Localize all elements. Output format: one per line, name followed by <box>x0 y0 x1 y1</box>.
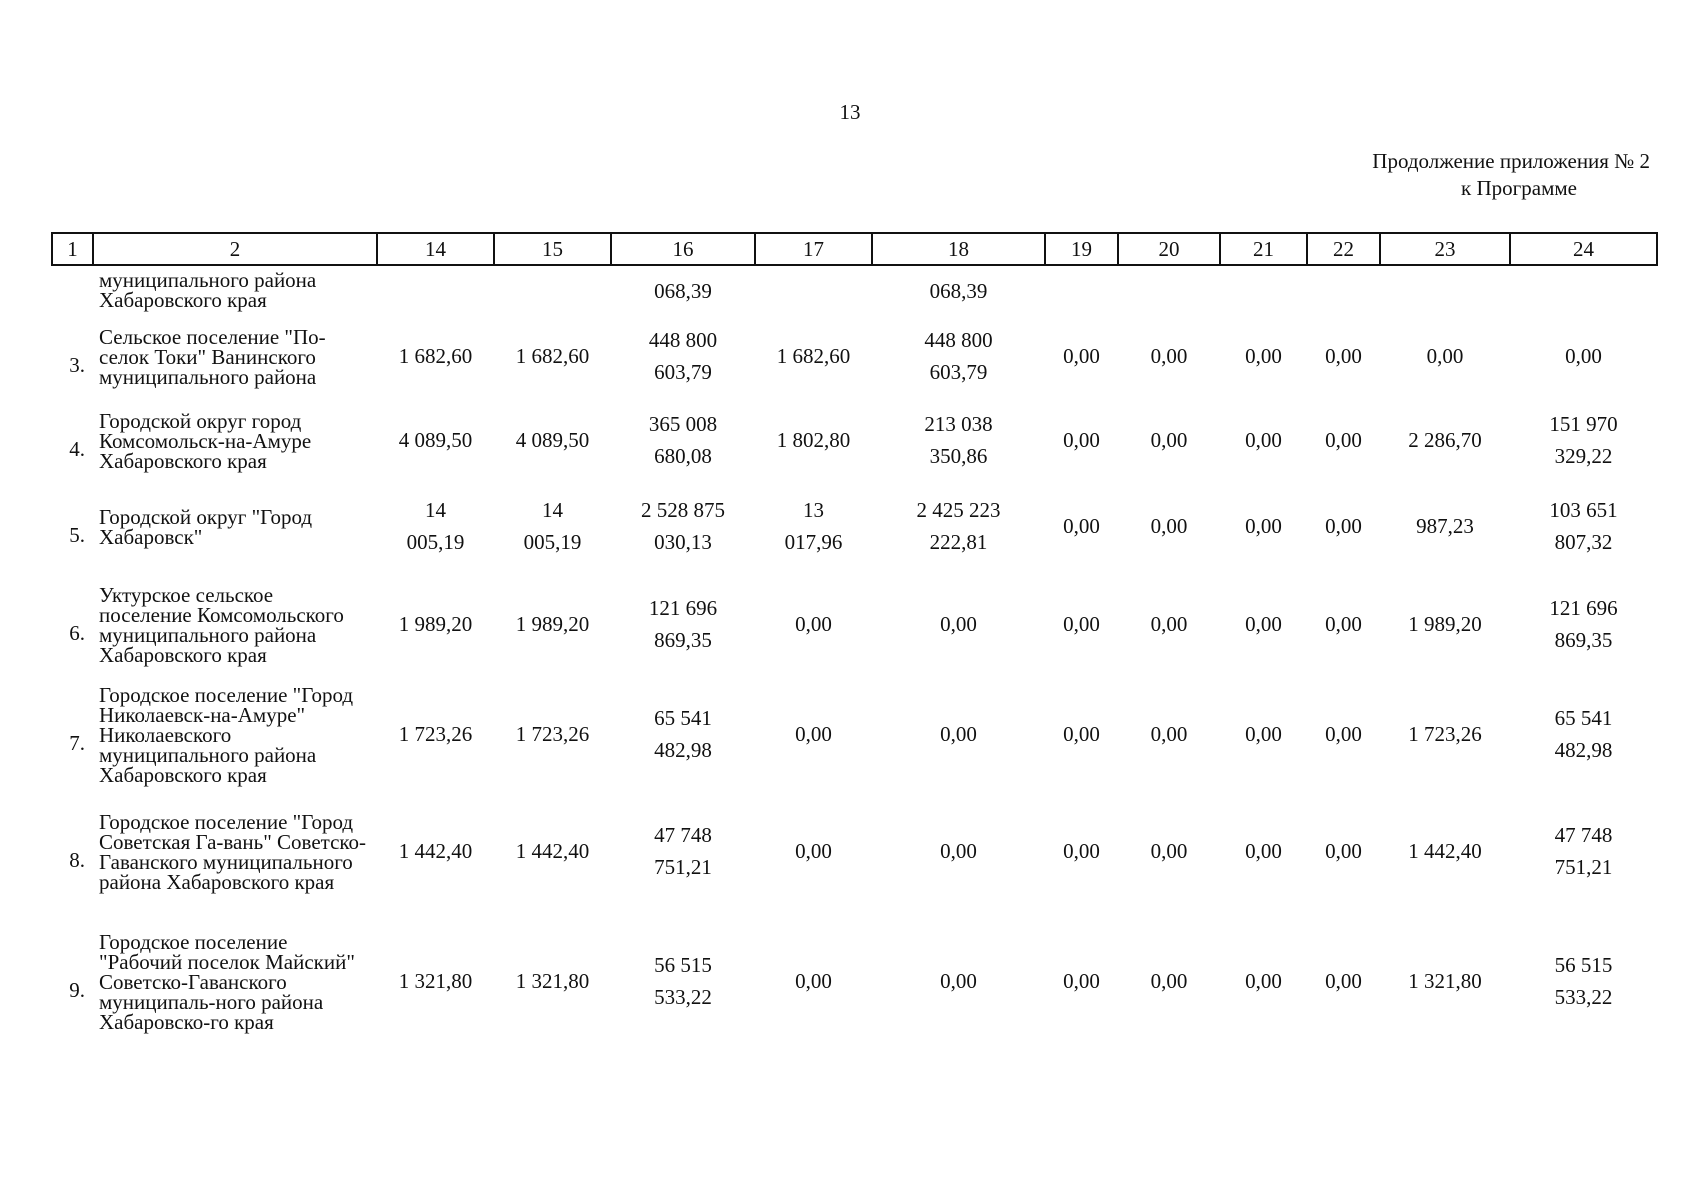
cell-col-16-line: 680,08 <box>654 444 712 468</box>
cell-col-24 <box>1510 569 1657 679</box>
cell-col-16-line: 2 528 875 <box>641 498 725 522</box>
cell-col-15 <box>494 789 611 913</box>
cell-col-18-line: 0,00 <box>940 969 977 993</box>
cell-col-15 <box>494 397 611 483</box>
cell-col-17-line: 017,96 <box>784 530 843 554</box>
header-cell: 19 <box>1045 233 1118 265</box>
cell-col-16-line: 482,98 <box>654 738 712 762</box>
cell-col-19: 0,00 <box>1063 514 1100 538</box>
cell-col-17-line: 1 802,80 <box>776 428 851 452</box>
cell-col-24-line: 329,22 <box>1554 444 1613 468</box>
data-table-container <box>51 232 1656 1049</box>
municipality-name: Сельское поселение "По-селок Токи" Ванинского муниципального района <box>99 325 326 389</box>
cell-col-17 <box>755 789 872 913</box>
cell-col-21 <box>1220 265 1307 315</box>
table-body <box>52 265 1657 1049</box>
cell-col-24 <box>1510 315 1657 397</box>
cell-col-23 <box>1380 265 1510 315</box>
cell-col-21: 0,00 <box>1245 428 1282 452</box>
cell-col-15-line: 1 682,60 <box>515 344 590 368</box>
cell-col-15 <box>494 913 611 1049</box>
municipality-name: Городской округ "Город Хабаровск" <box>99 505 313 549</box>
cell-col-16 <box>611 569 755 679</box>
cell-col-14-line: 14 <box>425 498 446 522</box>
row-number: 3. <box>69 353 85 377</box>
cell-col-24 <box>1510 789 1657 913</box>
cell-col-16 <box>611 315 755 397</box>
cell-col-23: 0,00 <box>1426 344 1464 368</box>
table-row <box>52 789 1657 913</box>
cell-col-15 <box>494 679 611 789</box>
cell-col-14 <box>377 265 494 315</box>
cell-col-18-line: 448 800 <box>924 328 993 352</box>
cell-col-23: 1 442,40 <box>1408 839 1482 863</box>
cell-col-14-line: 1 989,20 <box>398 612 473 636</box>
cell-col-14 <box>377 679 494 789</box>
table-row <box>52 569 1657 679</box>
header-cell: 21 <box>1220 233 1307 265</box>
cell-col-22: 0,00 <box>1325 969 1362 993</box>
cell-col-18-line: 068,39 <box>929 278 988 303</box>
cell-col-14-line: 1 682,60 <box>398 344 473 368</box>
cell-col-23: 987,23 <box>1416 514 1474 538</box>
cell-col-24 <box>1510 483 1657 569</box>
cell-col-16-line: 121 696 <box>648 596 718 620</box>
cell-col-24-line: 482,98 <box>1554 738 1613 762</box>
cell-col-20: 0,00 <box>1150 344 1188 368</box>
cell-col-21: 0,00 <box>1245 514 1282 538</box>
cell-col-14-line: 005,19 <box>406 530 465 554</box>
cell-col-18 <box>872 913 1045 1049</box>
cell-col-17-line: 0,00 <box>795 839 832 863</box>
table-row <box>52 397 1657 483</box>
cell-col-24-line: 533,22 <box>1554 985 1613 1009</box>
cell-col-15-line: 1 321,80 <box>515 969 590 993</box>
cell-col-24-line: 151 970 <box>1549 412 1618 436</box>
header-cell: 16 <box>611 233 755 265</box>
cell-col-16-line: 56 515 <box>654 953 712 977</box>
cell-col-18-line: 0,00 <box>940 722 977 746</box>
cell-col-16 <box>611 265 755 315</box>
cell-col-15 <box>494 315 611 397</box>
cell-col-17 <box>755 913 872 1049</box>
cell-col-24 <box>1510 397 1657 483</box>
cell-col-23: 2 286,70 <box>1408 428 1482 452</box>
cell-col-16-line: 365 008 <box>648 412 718 436</box>
cell-col-22: 0,00 <box>1325 612 1362 636</box>
cell-col-15 <box>494 483 611 569</box>
cell-col-16-line: 47 748 <box>654 823 712 847</box>
cell-col-19: 0,00 <box>1063 612 1100 636</box>
municipality-name: Городское поселение "Город Советская Га-вань" Советско-Гаванского муниципального района Хабаровского края <box>99 810 367 894</box>
cell-col-24-line: 807,32 <box>1554 530 1613 554</box>
cell-col-15-line: 1 723,26 <box>515 722 590 746</box>
cell-col-15-line: 005,19 <box>523 530 582 554</box>
cell-col-15-line: 4 089,50 <box>515 428 590 452</box>
cell-col-16-line: 030,13 <box>654 530 712 554</box>
cell-col-15 <box>494 265 611 315</box>
header-cell: 23 <box>1380 233 1510 265</box>
cell-col-14 <box>377 397 494 483</box>
appendix-line-2: к Программе <box>1461 176 1577 200</box>
header-cell: 2 <box>93 233 377 265</box>
header-cell: 24 <box>1510 233 1657 265</box>
cell-col-17 <box>755 483 872 569</box>
data-table <box>51 232 1658 1049</box>
cell-col-15-line: 1 989,20 <box>515 612 590 636</box>
cell-col-17 <box>755 679 872 789</box>
cell-col-18 <box>872 397 1045 483</box>
cell-col-20: 0,00 <box>1150 722 1188 746</box>
cell-col-16-line: 068,39 <box>654 278 712 303</box>
cell-col-24-line: 47 748 <box>1554 823 1613 847</box>
cell-col-24 <box>1510 913 1657 1049</box>
table-row <box>52 679 1657 789</box>
cell-col-16 <box>611 483 755 569</box>
cell-col-18-line: 2 425 223 <box>916 498 1001 522</box>
cell-col-23: 1 321,80 <box>1408 969 1482 993</box>
municipality-name: Городское поселение "Город Николаевск-на-Амуре" Николаевского муниципального района Хабаровского края <box>99 683 354 787</box>
cell-col-23: 1 723,26 <box>1408 722 1482 746</box>
cell-col-22 <box>1307 265 1380 315</box>
cell-col-14 <box>377 569 494 679</box>
cell-col-14 <box>377 789 494 913</box>
cell-col-17-line: 0,00 <box>795 612 832 636</box>
cell-col-20: 0,00 <box>1150 612 1188 636</box>
cell-col-17-line: 13 <box>803 498 824 522</box>
table-row <box>52 315 1657 397</box>
row-number: 8. <box>69 848 85 872</box>
cell-col-17 <box>755 397 872 483</box>
cell-col-21: 0,00 <box>1245 969 1282 993</box>
cell-col-16 <box>611 679 755 789</box>
row-number: 9. <box>69 978 85 1002</box>
cell-col-24-line: 869,35 <box>1554 628 1613 652</box>
cell-col-16-line: 448 800 <box>648 328 718 352</box>
cell-col-18-line: 0,00 <box>940 839 977 863</box>
cell-col-19: 0,00 <box>1063 722 1100 746</box>
cell-col-18 <box>872 569 1045 679</box>
cell-col-19: 0,00 <box>1063 344 1100 368</box>
header-cell: 14 <box>377 233 494 265</box>
cell-col-16-line: 65 541 <box>654 706 712 730</box>
cell-col-14 <box>377 483 494 569</box>
cell-col-19: 0,00 <box>1063 428 1100 452</box>
cell-col-16 <box>611 789 755 913</box>
cell-col-14-line: 4 089,50 <box>398 428 473 452</box>
cell-col-17 <box>755 265 872 315</box>
cell-col-22: 0,00 <box>1325 514 1362 538</box>
cell-col-16 <box>611 913 755 1049</box>
cell-col-14-line: 1 321,80 <box>398 969 473 993</box>
cell-col-22: 0,00 <box>1325 722 1362 746</box>
cell-col-18-line: 350,86 <box>929 444 988 468</box>
cell-col-16-line: 603,79 <box>654 360 712 384</box>
cell-col-24-line: 56 515 <box>1554 953 1613 977</box>
cell-col-18-line: 222,81 <box>929 530 988 554</box>
table-row <box>52 913 1657 1049</box>
cell-col-22: 0,00 <box>1325 428 1362 452</box>
row-number: 4. <box>69 437 85 461</box>
cell-col-14 <box>377 913 494 1049</box>
cell-col-19 <box>1045 265 1118 315</box>
cell-col-18-line: 213 038 <box>924 412 993 436</box>
cell-col-24 <box>1510 265 1657 315</box>
cell-col-15-line: 14 <box>542 498 563 522</box>
cell-col-16-line: 751,21 <box>654 855 712 879</box>
table-row <box>52 265 1657 315</box>
cell-col-23: 1 989,20 <box>1408 612 1482 636</box>
cell-col-20: 0,00 <box>1150 428 1188 452</box>
cell-col-24-line: 751,21 <box>1554 855 1613 879</box>
cell-col-16 <box>611 397 755 483</box>
cell-col-18 <box>872 265 1045 315</box>
header-row <box>52 233 1657 265</box>
cell-col-24-line: 103 651 <box>1549 498 1618 522</box>
row-number <box>52 265 93 315</box>
cell-col-22: 0,00 <box>1325 344 1362 368</box>
cell-col-14-line: 1 723,26 <box>398 722 473 746</box>
row-number: 5. <box>69 523 85 547</box>
appendix-line-1: Продолжение приложения № 2 <box>1372 149 1650 173</box>
cell-col-21: 0,00 <box>1245 722 1282 746</box>
cell-col-14 <box>377 315 494 397</box>
header-cell: 1 <box>52 233 93 265</box>
municipality-name: муниципального района Хабаровского края <box>99 267 317 312</box>
cell-col-20: 0,00 <box>1150 839 1188 863</box>
appendix-caption <box>1372 148 1650 202</box>
cell-col-21: 0,00 <box>1245 839 1282 863</box>
municipality-name: Уктурское сельское поселение Комсомольского муниципального района Хабаровского края <box>99 583 344 667</box>
cell-col-24-line: 0,00 <box>1565 344 1602 368</box>
cell-col-18 <box>872 789 1045 913</box>
cell-col-24 <box>1510 679 1657 789</box>
header-cell: 15 <box>494 233 611 265</box>
header-cell: 18 <box>872 233 1045 265</box>
cell-col-18 <box>872 679 1045 789</box>
cell-col-18-line: 0,00 <box>940 612 977 636</box>
cell-col-18 <box>872 483 1045 569</box>
row-number: 6. <box>69 621 85 645</box>
page-number: 13 <box>839 100 861 124</box>
cell-col-22: 0,00 <box>1325 839 1362 863</box>
cell-col-19: 0,00 <box>1063 969 1100 993</box>
cell-col-16-line: 869,35 <box>654 628 712 652</box>
cell-col-17-line: 0,00 <box>795 722 832 746</box>
cell-col-21: 0,00 <box>1245 612 1282 636</box>
header-cell: 17 <box>755 233 872 265</box>
cell-col-21: 0,00 <box>1245 344 1282 368</box>
cell-col-17 <box>755 569 872 679</box>
cell-col-20: 0,00 <box>1150 514 1188 538</box>
cell-col-15-line: 1 442,40 <box>515 839 590 863</box>
cell-col-20: 0,00 <box>1150 969 1188 993</box>
cell-col-17-line: 1 682,60 <box>776 344 851 368</box>
cell-col-20 <box>1118 265 1220 315</box>
header-cell: 20 <box>1118 233 1220 265</box>
cell-col-17 <box>755 315 872 397</box>
table-row <box>52 483 1657 569</box>
cell-col-24-line: 121 696 <box>1549 596 1618 620</box>
cell-col-24-line: 65 541 <box>1554 706 1613 730</box>
cell-col-14-line: 1 442,40 <box>398 839 473 863</box>
cell-col-16-line: 533,22 <box>654 985 712 1009</box>
cell-col-15 <box>494 569 611 679</box>
row-number: 7. <box>69 731 85 755</box>
cell-col-18 <box>872 315 1045 397</box>
municipality-name: Городское поселение "Рабочий поселок Майский" Советско-Гаванского муниципаль-ного района Хабаровско-го края <box>99 930 355 1034</box>
cell-col-18-line: 603,79 <box>929 360 988 384</box>
header-cell: 22 <box>1307 233 1380 265</box>
cell-col-19: 0,00 <box>1063 839 1100 863</box>
cell-col-17-line: 0,00 <box>795 969 832 993</box>
municipality-name: Городской округ город Комсомольск-на-Амуре Хабаровского края <box>99 409 312 473</box>
